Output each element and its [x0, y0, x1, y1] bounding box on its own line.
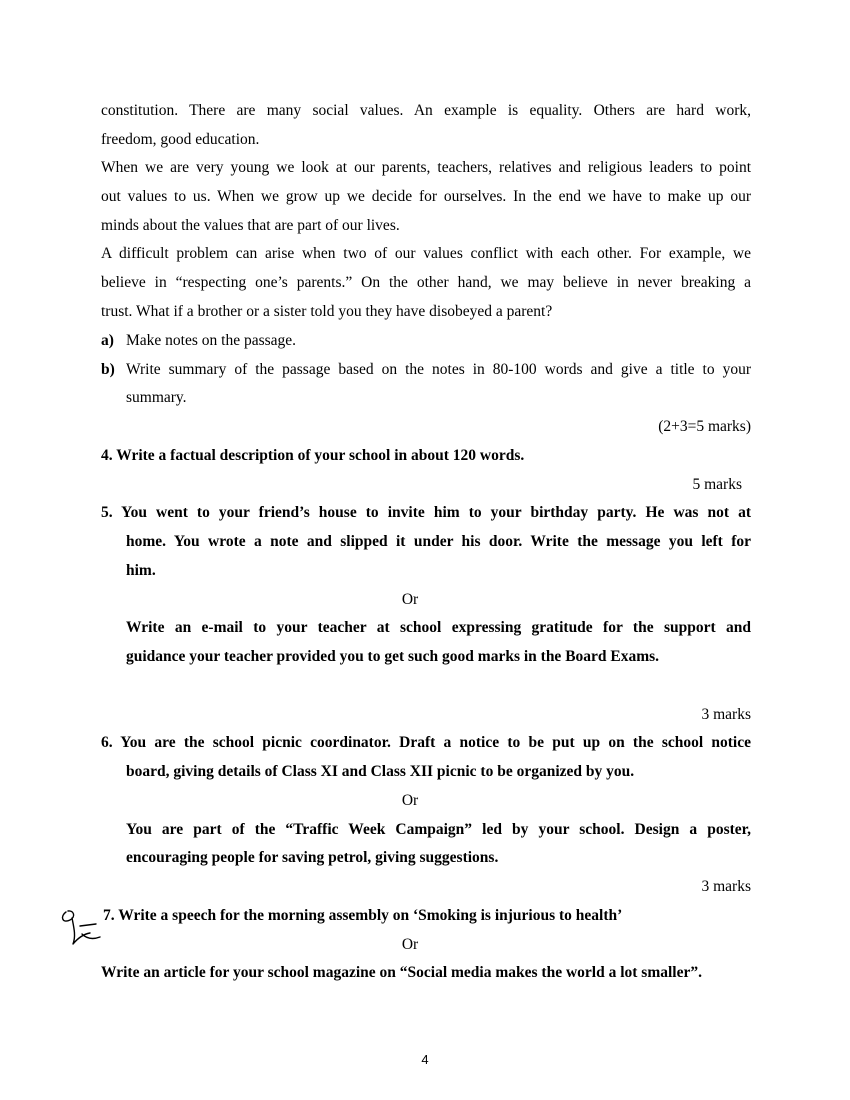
- handwritten-signature: [56, 904, 106, 948]
- q3-b-label: b): [101, 361, 115, 378]
- q7-alt-line-1: Write an article for your school magazine on “Social media makes the world a lot smaller”.: [101, 964, 702, 981]
- passage-line-3: When we are very young we look at our parents, teachers, relatives and religious leaders to point: [101, 159, 751, 176]
- q5-or: Or: [401, 591, 419, 608]
- q5-alt-line-2: guidance your teacher provided you to get such good marks in the Board Exams.: [126, 648, 660, 665]
- q5-alt-line-1: Write an e-mail to your teacher at school expressing gratitude for the support and: [126, 619, 751, 636]
- q7-line-1: 7. Write a speech for the morning assembly on ‘Smoking is injurious to health’: [103, 907, 623, 924]
- q6-alt-line-2: encouraging people for saving petrol, giving suggestions.: [126, 849, 499, 866]
- passage-line-2: freedom, good education.: [101, 131, 260, 148]
- passage-line-5: minds about the values that are part of our lives.: [101, 217, 400, 234]
- passage-line-7: believe in “respecting one’s parents.” On the other hand, we may believe in never breaking a: [101, 274, 751, 291]
- q6-line-1: 6. You are the school picnic coordinator. Draft a notice to be put up on the school notice: [101, 734, 751, 751]
- q3-b-line-1: Write summary of the passage based on the notes in 80-100 words and give a title to your: [126, 361, 751, 378]
- passage-line-6: A difficult problem can arise when two of our values conflict with each other. For example, we: [101, 245, 751, 262]
- passage-line-8: trust. What if a brother or a sister told you they have disobeyed a parent?: [101, 303, 553, 320]
- q4-marks: 5 marks: [692, 476, 742, 493]
- q3-a-label: a): [101, 332, 114, 349]
- q3-a-text: Make notes on the passage.: [126, 332, 297, 349]
- q4-text: 4. Write a factual description of your school in about 120 words.: [101, 447, 525, 464]
- q5-line-3: him.: [126, 562, 156, 579]
- q7-or: Or: [401, 936, 419, 953]
- q3-b-line-2: summary.: [126, 389, 187, 406]
- passage-line-1: constitution. There are many social values. An example is equality. Others are hard work,: [101, 102, 751, 119]
- q5-line-2: home. You wrote a note and slipped it under his door. Write the message you left for: [126, 533, 751, 550]
- q5-line-1: 5. You went to your friend’s house to invite him to your birthday party. He was not at: [101, 504, 751, 521]
- passage-line-4: out values to us. When we grow up we decide for ourselves. In the end we have to make up our: [101, 188, 751, 205]
- q3-marks: (2+3=5 marks): [658, 418, 751, 435]
- page-number: 4: [421, 1052, 429, 1067]
- q6-line-2: board, giving details of Class XI and Class XII picnic to be organized by you.: [126, 763, 635, 780]
- q5-marks: 3 marks: [701, 706, 751, 723]
- q6-marks: 3 marks: [701, 878, 751, 895]
- q6-alt-line-1: You are part of the “Traffic Week Campaign” led by your school. Design a poster,: [126, 821, 751, 838]
- q6-or: Or: [401, 792, 419, 809]
